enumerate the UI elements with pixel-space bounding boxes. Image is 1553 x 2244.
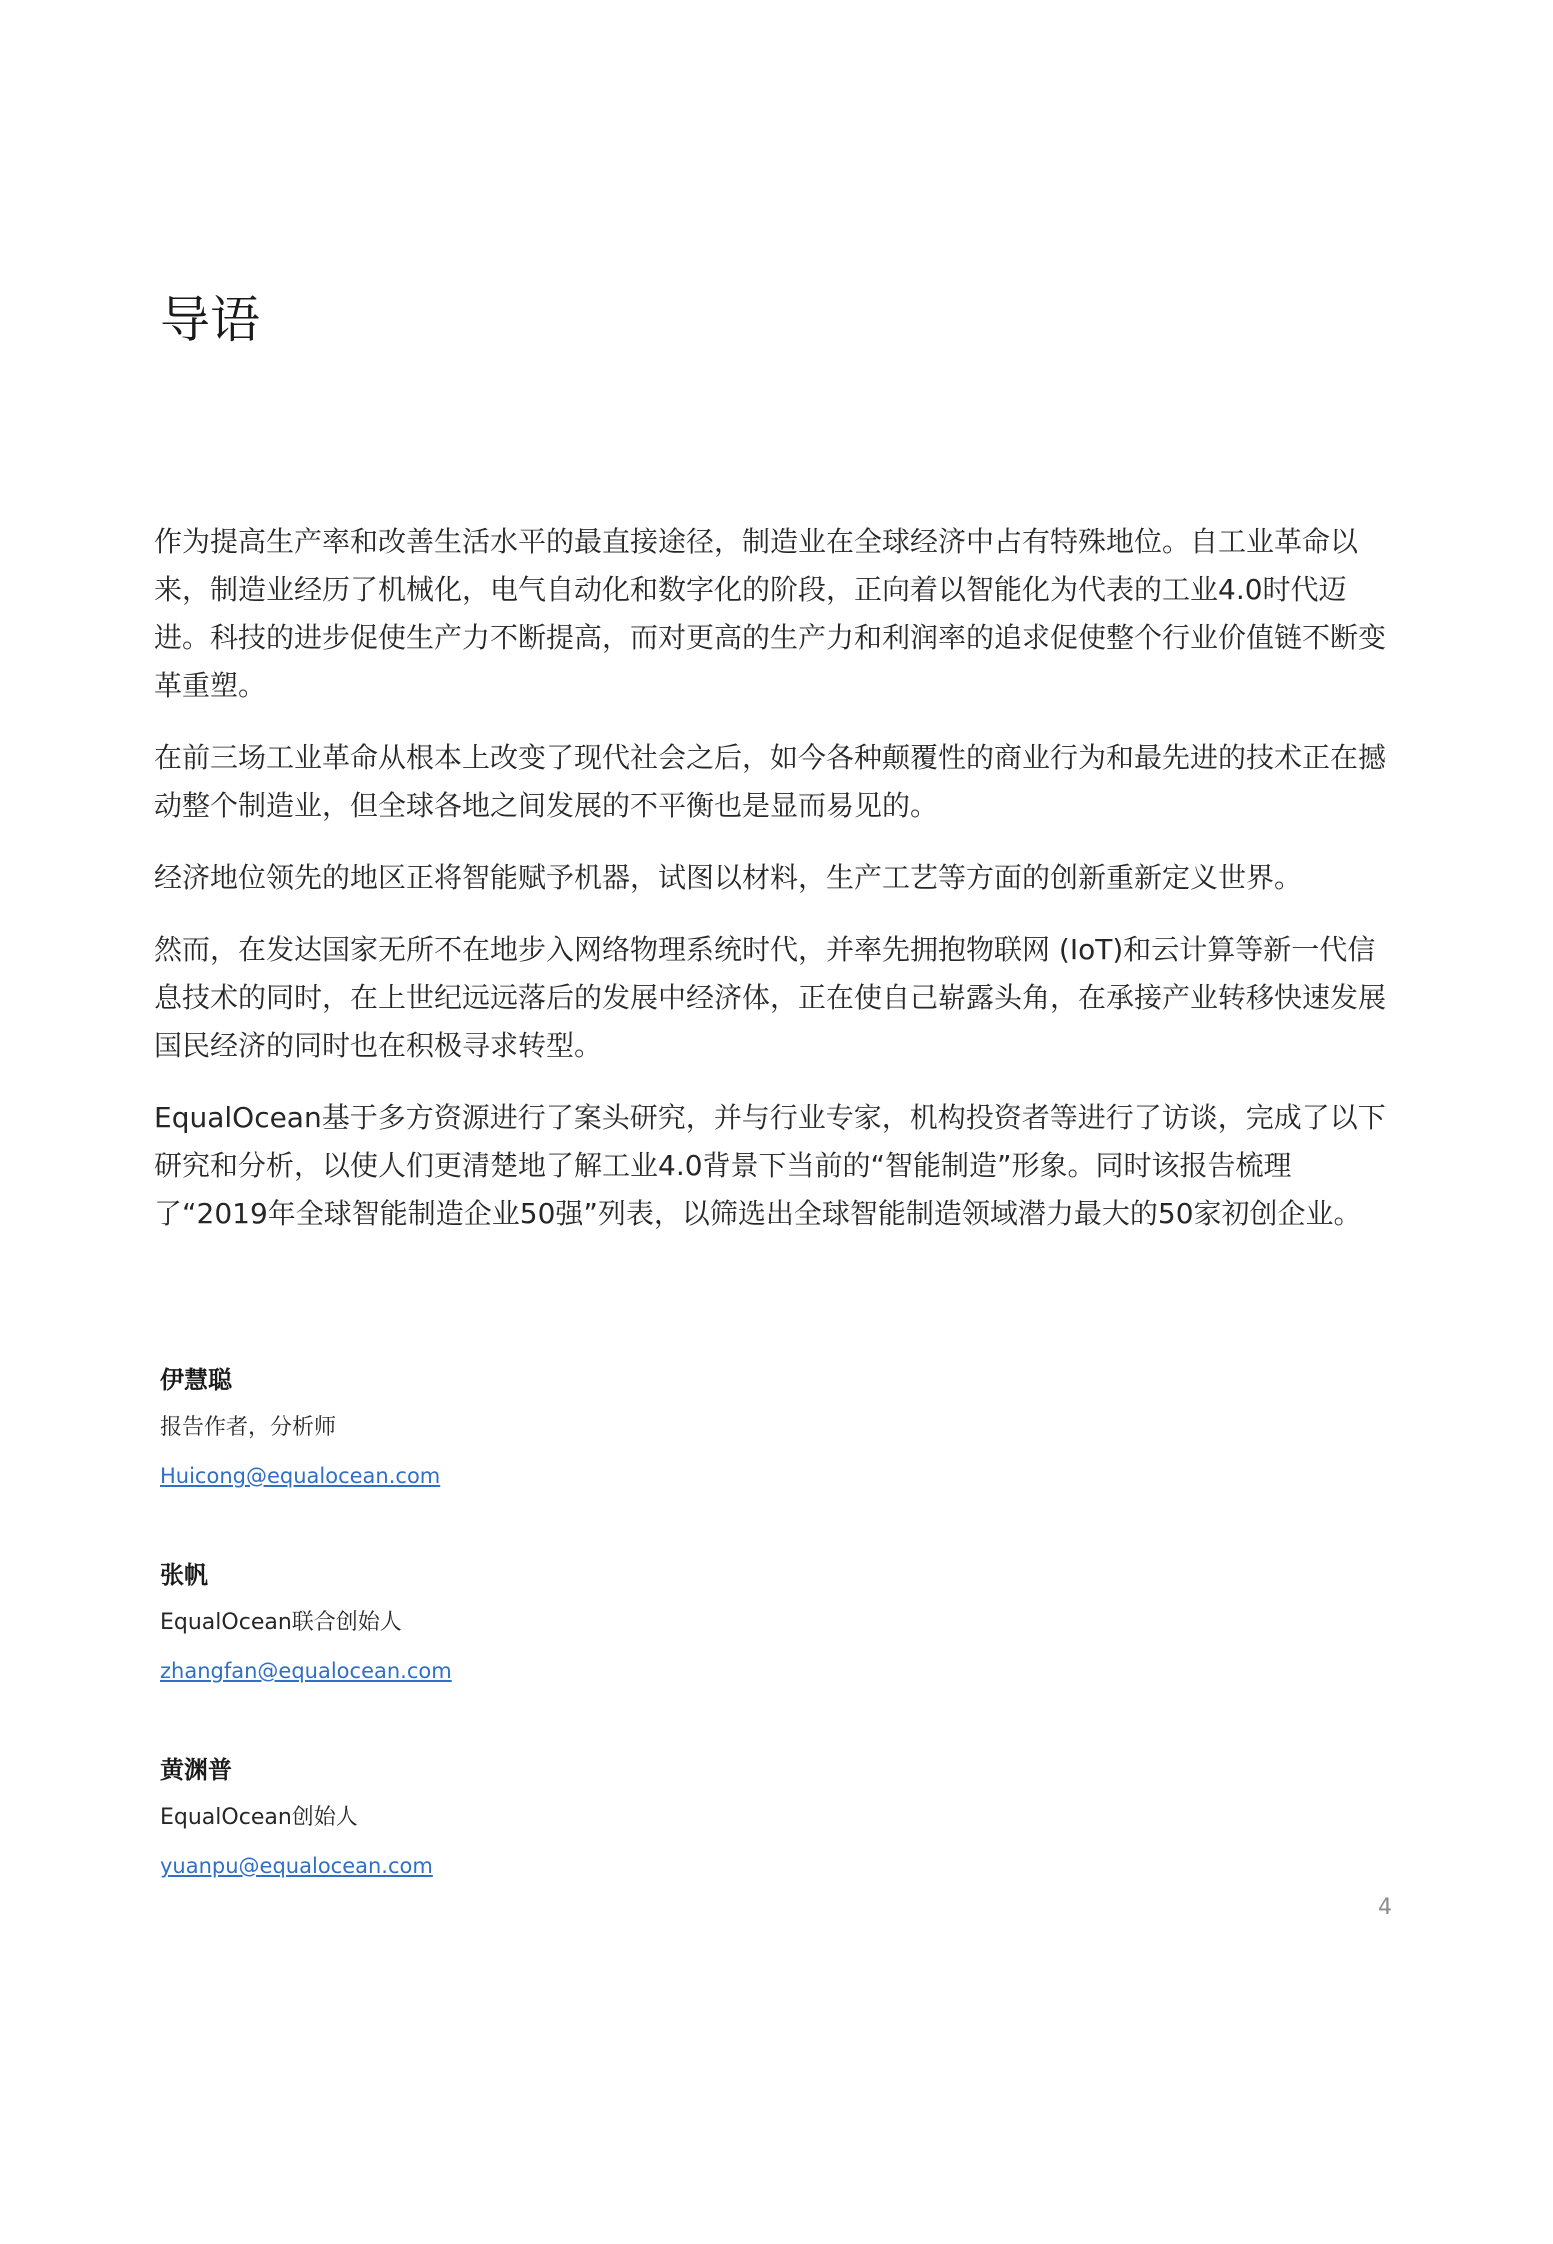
author-email-link[interactable]: Huicong@equalocean.com <box>160 1464 441 1488</box>
author-card <box>160 1356 760 1551</box>
author-email-link[interactable]: yuanpu@equalocean.com <box>160 1854 433 1878</box>
intro-body <box>154 518 1394 1262</box>
paragraph: EqualOcean基于多方资源进行了案头研究，并与行业专家，机构投资者等进行了访谈，完成了以下研究和分析，以使人们更清楚地了解工业4.0背景下当前的“智能制造”形象。同时该报告梳理了“2019年全球智能制造企业50强”列表，以筛选出全球智能制造领域潜力最大的50家初创企业。 <box>154 1101 1386 1230</box>
author-list <box>160 1356 760 1941</box>
paragraph: 然而，在发达国家无所不在地步入网络物理系统时代，并率先拥抱物联网 (IoT)和云计算等新一代信息技术的同时，在上世纪远远落后的发展中经济体，正在使自己崭露头角，在承接产业转移快速发展国民经济的同时也在积极寻求转型。 <box>154 933 1387 1062</box>
author-role: EqualOcean联合创始人 <box>160 1610 402 1635</box>
page-title: 导语 <box>160 291 260 349</box>
author-role: 报告作者，分析师 <box>160 1415 337 1440</box>
author-name: 黄渊普 <box>160 1756 232 1784</box>
author-role: EqualOcean创始人 <box>160 1805 358 1830</box>
author-card <box>160 1746 760 1941</box>
paragraph: 经济地位领先的地区正将智能赋予机器，试图以材料，生产工艺等方面的创新重新定义世界。 <box>154 861 1303 894</box>
paragraph: 作为提高生产率和改善生活水平的最直接途径，制造业在全球经济中占有特殊地位。自工业革命以来，制造业经历了机械化，电气自动化和数字化的阶段，正向着以智能化为代表的工业4.0时代迈进。科技的进步促使生产力不断提高，而对更高的生产力和利润率的追求促使整个行业价值链不断变革重塑。 <box>154 525 1387 702</box>
paragraph: 在前三场工业革命从根本上改变了现代社会之后，如今各种颠覆性的商业行为和最先进的技术正在撼动整个制造业，但全球各地之间发展的不平衡也是显而易见的。 <box>154 741 1387 822</box>
author-card <box>160 1551 760 1746</box>
page-number: 4 <box>1378 1895 1392 1920</box>
author-name: 张帆 <box>160 1561 208 1589</box>
author-email-link[interactable]: zhangfan@equalocean.com <box>160 1659 452 1683</box>
author-name: 伊慧聪 <box>160 1366 232 1394</box>
